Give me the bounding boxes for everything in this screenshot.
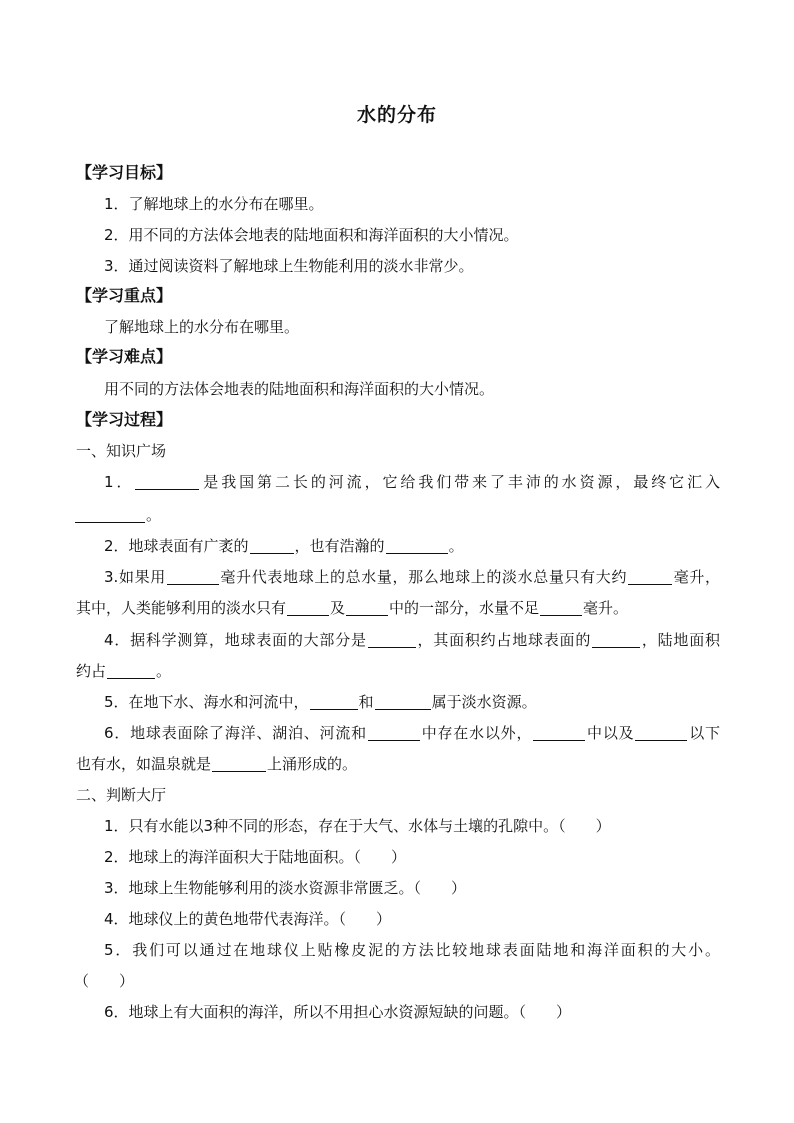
goal-item-1: 1．了解地球上的水分布在哪里。 <box>104 195 324 213</box>
judge-item-5-cont: （ ） <box>74 972 135 990</box>
answer-blank[interactable] <box>368 633 416 648</box>
goal-item-3: 3．通过阅读资料了解地球上生物能利用的淡水非常少。 <box>104 257 474 275</box>
section2-title: 二、判断大厅 <box>76 786 167 804</box>
answer-blank[interactable] <box>635 726 687 741</box>
fill-question-4: 4．据科学测算，地球表面的大部分是 ，其面积约占地球表面的 ，陆地面积 <box>104 631 720 649</box>
fill-question-1 <box>104 472 720 492</box>
fill-question-2: 2．地球表面有广袤的 ，也有浩瀚的 。 <box>104 537 464 555</box>
answer-blank[interactable] <box>533 726 585 741</box>
fill-question-6-cont: 也有水，如温泉就是 上涌形成的。 <box>76 755 358 773</box>
judge-item-1: 1．只有水能以3种不同的形态，存在于大气、水体与土壤的孔隙中。（ ） <box>104 817 611 835</box>
answer-blank[interactable] <box>540 601 582 616</box>
q1-text: 是我国第二长的河流，它给我们带来了丰沛的水资源，最终它汇入 <box>200 473 720 491</box>
answer-blank[interactable] <box>287 601 329 616</box>
answer-blank[interactable] <box>75 508 145 523</box>
process-heading: 【学习过程】 <box>76 410 173 429</box>
answer-blank[interactable] <box>375 695 431 710</box>
answer-blank[interactable] <box>135 475 199 490</box>
fill-question-3-cont: 其中，人类能够利用的淡水只有 及 中的一部分，水量不足 毫升。 <box>76 599 629 617</box>
judge-item-2: 2．地球上的海洋面积大于陆地面积。（ ） <box>104 848 407 866</box>
goals-heading: 【学习目标】 <box>76 163 173 182</box>
fill-question-1-cont: 。 <box>74 505 161 525</box>
answer-blank[interactable] <box>310 695 358 710</box>
fill-question-6: 6．地球表面除了海洋、湖泊、河流和 中存在水以外， 中以及 以下 <box>104 724 720 742</box>
difficulty-heading: 【学习难点】 <box>76 347 173 366</box>
fill-question-5: 5．在地下水、海水和河流中， 和 属于淡水资源。 <box>104 693 537 711</box>
answer-blank[interactable] <box>212 757 266 772</box>
answer-blank[interactable] <box>386 539 448 554</box>
focus-text: 了解地球上的水分布在哪里。 <box>104 318 300 336</box>
fill-question-4-cont: 约占 。 <box>76 662 172 680</box>
goal-item-2: 2．用不同的方法体会地表的陆地面积和海洋面积的大小情况。 <box>104 226 519 244</box>
answer-blank[interactable] <box>368 726 420 741</box>
section1-title: 一、知识广场 <box>76 442 167 460</box>
focus-heading: 【学习重点】 <box>76 286 173 305</box>
judge-item-6: 6．地球上有大面积的海洋，所以不用担心水资源短缺的问题。（ ） <box>104 1003 572 1021</box>
page-title: 水的分布 <box>356 104 437 126</box>
answer-blank[interactable] <box>346 601 388 616</box>
answer-blank[interactable] <box>107 664 155 679</box>
judge-item-3: 3．地球上生物能够利用的淡水资源非常匮乏。（ ） <box>104 879 467 897</box>
judge-item-4: 4．地球仪上的黄色地带代表海洋。（ ） <box>104 910 392 928</box>
q1-number: 1． <box>104 473 135 491</box>
judge-item-5: 5．我们可以通过在地球仪上贴橡皮泥的方法比较地球表面陆地和海洋面积的大小。 <box>104 941 720 959</box>
answer-blank[interactable] <box>167 570 219 585</box>
fill-question-3: 3.如果用 毫升代表地球上的总水量，那么地球上的淡水总量只有大约 毫升， <box>104 568 720 586</box>
answer-blank[interactable] <box>592 633 640 648</box>
difficulty-text: 用不同的方法体会地表的陆地面积和海洋面积的大小情况。 <box>104 380 495 398</box>
answer-blank[interactable] <box>250 539 294 554</box>
answer-blank[interactable] <box>628 570 672 585</box>
